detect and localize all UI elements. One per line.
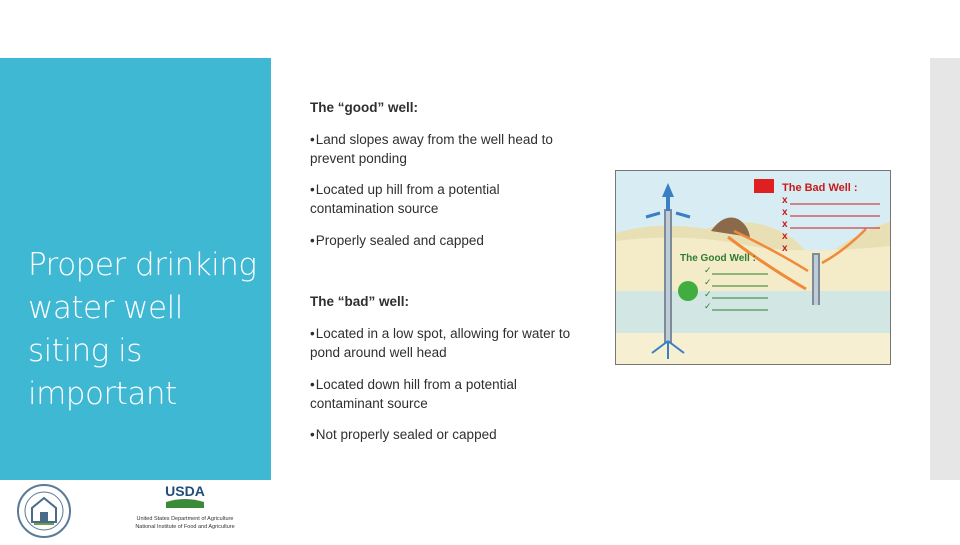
cross-mark-icon: x [782, 219, 788, 230]
bad-well-marker [754, 179, 774, 193]
cross-mark-icon: x [782, 231, 788, 242]
check-mark-icon: ✓ [704, 278, 712, 288]
good-bullet-2 [310, 180, 580, 218]
bad-bullet-2 [310, 375, 580, 413]
bullet-text: Not properly sealed or capped [315, 427, 497, 442]
usda-mark-icon [124, 482, 246, 512]
usda-wordmark: USDA [165, 483, 205, 499]
cross-mark-icon: x [782, 207, 788, 218]
cross-mark-icon: x [782, 243, 788, 254]
water-table [616, 291, 891, 333]
bullet-dot: • [310, 427, 315, 442]
hud-seal-icon [14, 482, 74, 540]
bullet-text: Located in a low spot, allowing for water to pond around well head [310, 326, 571, 360]
usda-line-2: National Institute of Food and Agriculture [135, 524, 235, 530]
check-mark-icon: ✓ [704, 302, 712, 312]
well-siting-diagram [615, 170, 891, 365]
bullet-dot: • [310, 233, 315, 248]
good-well-marker [678, 281, 698, 301]
bad-well-pipe [814, 255, 818, 305]
slide-title: Proper drinking water well siting is important [28, 247, 257, 412]
bullet-text: Land slopes away from the well head to prevent ponding [310, 132, 553, 166]
good-well-pipe [666, 211, 670, 344]
bullet-text: Located down hill from a potential contaminant source [310, 377, 517, 411]
bullet-dot: • [310, 326, 315, 341]
bullet-dot: • [310, 182, 315, 197]
check-mark-icon: ✓ [704, 290, 712, 300]
hud-seal-logo [14, 482, 74, 540]
title-panel [0, 58, 271, 480]
bullet-dot: • [310, 377, 315, 392]
good-well-heading: The “good” well: [310, 100, 418, 115]
good-well-label: The Good Well : [680, 253, 756, 264]
well-diagram-svg [616, 171, 891, 365]
cross-mark-icon: x [782, 195, 788, 206]
check-mark-icon: ✓ [704, 266, 712, 276]
good-bullet-1 [310, 130, 580, 168]
bullet-text: Located up hill from a potential contamination source [310, 182, 500, 216]
bad-well-label: The Bad Well : [782, 182, 858, 194]
bullet-dot: • [310, 132, 315, 147]
usda-line-1: United States Department of Agriculture [136, 516, 234, 522]
right-edge-bar [930, 58, 960, 480]
bad-bullet-3 [310, 425, 580, 444]
bullet-text: Properly sealed and capped [315, 233, 484, 248]
bad-bullet-1 [310, 324, 580, 362]
bad-well-heading: The “bad” well: [310, 294, 410, 309]
good-bullet-3 [310, 231, 580, 250]
